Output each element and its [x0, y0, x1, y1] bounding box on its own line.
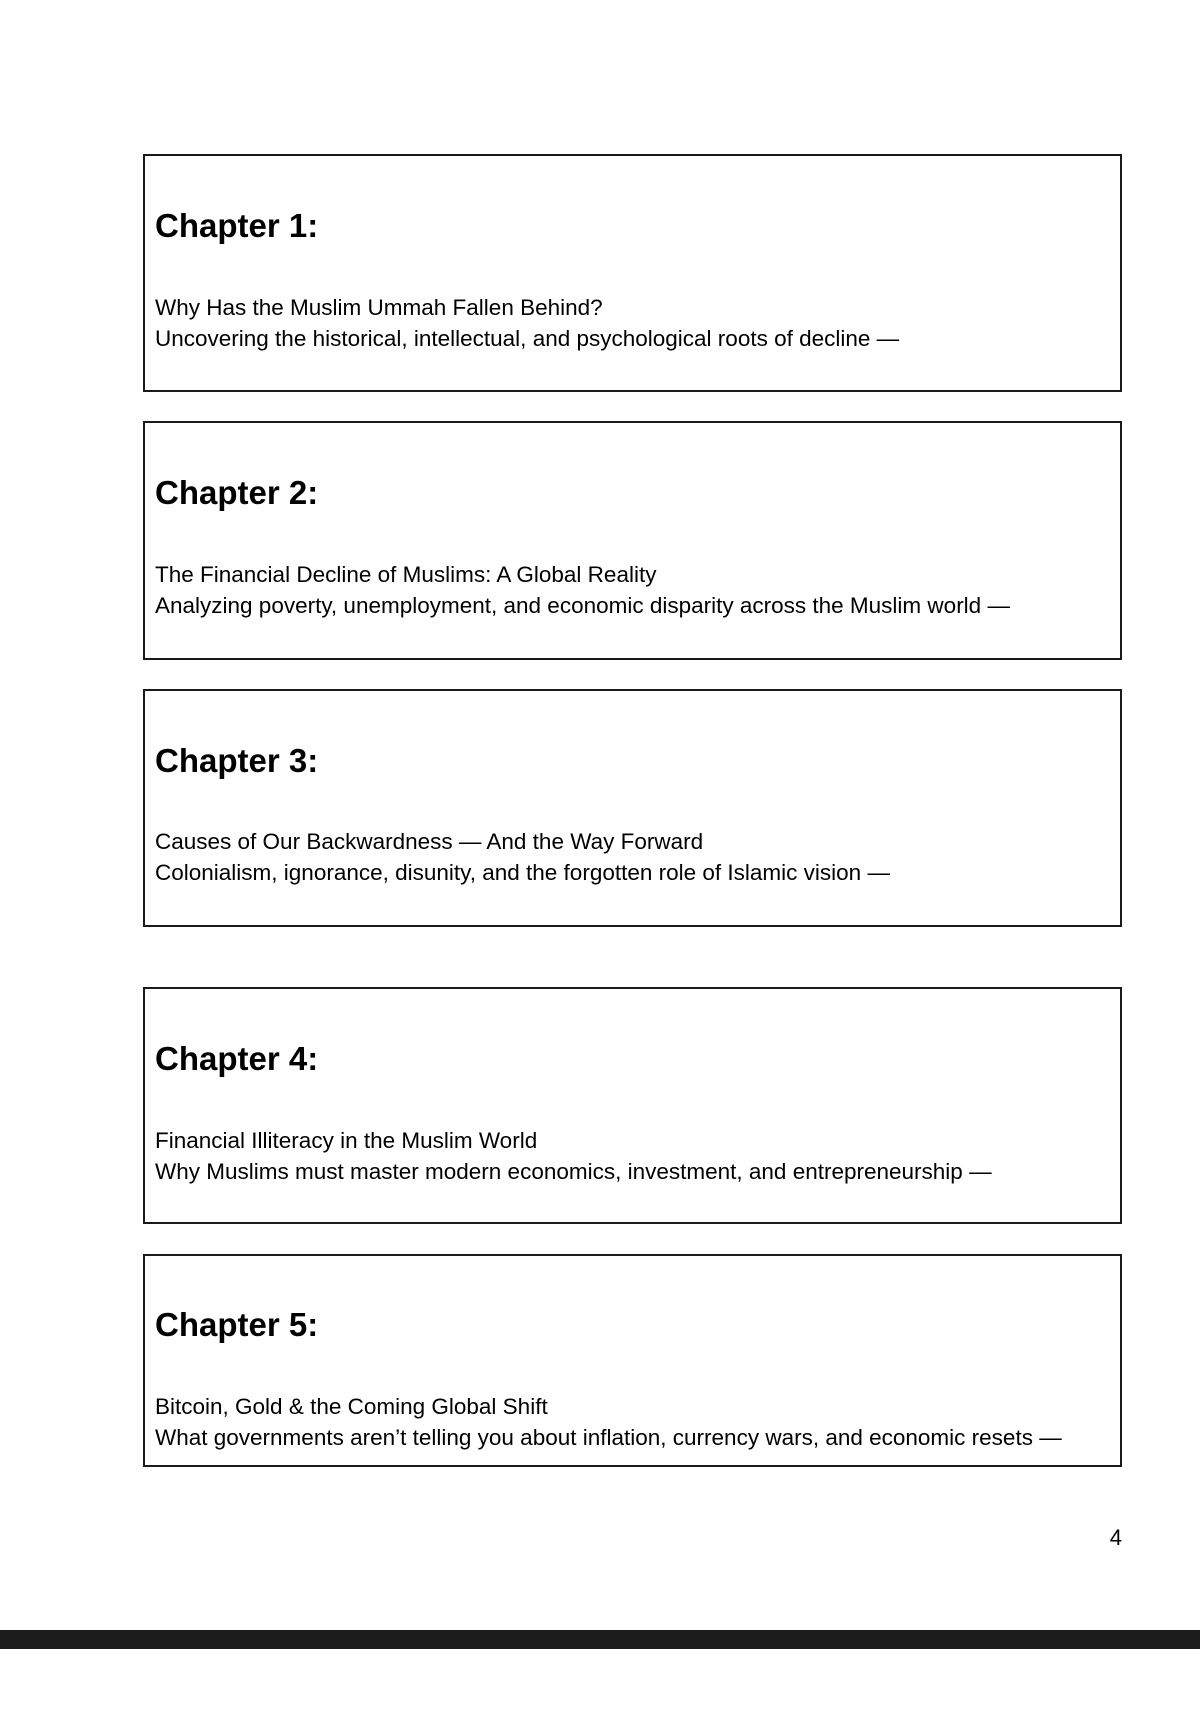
page-number: 4: [1109, 1525, 1122, 1550]
chapter-subtitle: Why Has the Muslim Ummah Fallen Behind?: [155, 295, 603, 320]
chapter-description: Uncovering the historical, intellectual, and psychological roots of decline —: [155, 326, 900, 351]
chapter-card-4: [143, 987, 1122, 1224]
chapter-subtitle: The Financial Decline of Muslims: A Global Reality: [155, 562, 657, 587]
chapter-description: Colonialism, ignorance, disunity, and the forgotten role of Islamic vision —: [155, 860, 890, 885]
chapter-title: Chapter 1:: [155, 207, 319, 244]
chapter-description: Analyzing poverty, unemployment, and economic disparity across the Muslim world —: [155, 593, 1010, 618]
chapter-title: Chapter 5:: [155, 1306, 319, 1343]
chapter-description: What governments aren’t telling you about inflation, currency wars, and economic resets —: [155, 1425, 1062, 1450]
chapter-subtitle: Bitcoin, Gold & the Coming Global Shift: [155, 1394, 548, 1419]
chapter-subtitle: Financial Illiteracy in the Muslim World: [155, 1128, 538, 1153]
chapter-title: Chapter 2:: [155, 474, 319, 511]
chapter-title: Chapter 4:: [155, 1040, 319, 1077]
chapter-card-1: [143, 154, 1122, 392]
chapter-title: Chapter 3:: [155, 742, 319, 779]
bottom-divider-bar: [0, 1630, 1200, 1649]
chapter-card-3: [143, 689, 1122, 927]
chapter-subtitle: Causes of Our Backwardness — And the Way Forward: [155, 829, 704, 854]
chapter-card-5: [143, 1254, 1122, 1467]
chapter-card-2: [143, 421, 1122, 660]
chapter-description: Why Muslims must master modern economics, investment, and entrepreneurship —: [155, 1159, 992, 1184]
